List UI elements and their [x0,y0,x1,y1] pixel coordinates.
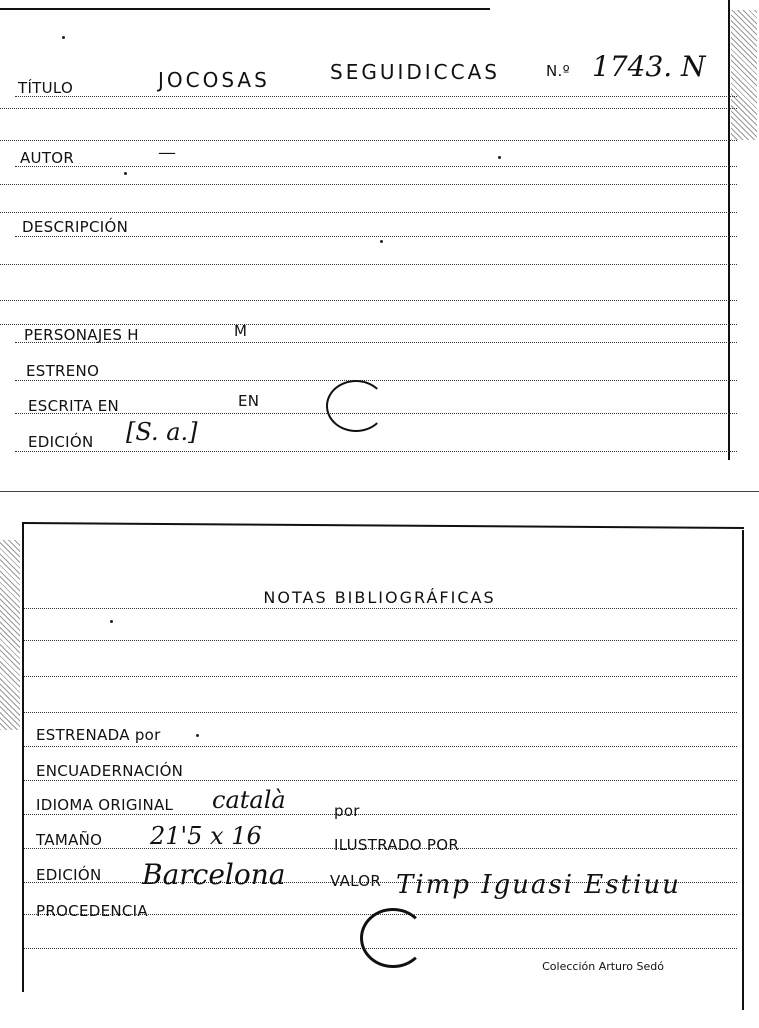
ruled-line [24,712,737,713]
card-right-border [728,0,730,460]
punch-hole [326,380,386,432]
ruled-line [0,300,737,301]
escrita-label: ESCRITA EN [28,397,120,415]
catalog-card-top [0,0,759,492]
estrenada-label: ESTRENADA por [36,726,161,744]
idioma-label: IDIOMA ORIGINAL [36,796,174,814]
speck [124,172,127,175]
procedencia-label: PROCEDENCIA [36,902,148,920]
speck [380,240,383,243]
ruled-line [24,640,737,641]
card-top-border [24,522,744,529]
estreno-label: ESTRENO [26,362,100,380]
titulo-label: TÍTULO [18,79,74,97]
speck [498,156,501,159]
titulo-value: JOCOSAS [158,68,270,92]
scan-noise [731,10,757,140]
titulo-value-cont: SEGUIDICCAS [330,60,500,84]
autor-label: AUTOR [20,149,75,167]
ruled-line [24,746,737,747]
punch-hole [360,908,426,968]
por-label: por [334,802,360,820]
ruled-line [24,676,737,677]
ruled-line [24,814,737,815]
tamano-value: 21'5 x 16 [150,822,262,850]
edicion-value: [S. a.] [126,418,198,446]
card-top-border [0,8,490,10]
catalog-card-bottom [0,520,759,1028]
ruled-line [0,184,737,185]
ruled-line [15,380,737,381]
valor-value: Timp Iguasi Estiuu [396,870,681,900]
ruled-line [15,96,737,97]
ruled-line [0,108,737,109]
card-bottom-edge [0,491,759,492]
speck [196,734,199,737]
ruled-line [0,264,737,265]
edicion-value: Barcelona [142,858,286,891]
speck [62,36,65,39]
ruled-line [15,236,737,237]
notas-heading: NOTAS BIBLIOGRÁFICAS [263,588,496,607]
numero-label: N.º [546,62,570,80]
ruled-line [24,780,737,781]
personajes-m-label: M [234,322,248,340]
speck [110,620,113,623]
personajes-label: PERSONAJES H [24,326,139,344]
descripcion-label: DESCRIPCIÓN [22,218,129,236]
edicion-label: EDICIÓN [36,866,102,884]
scan-noise [0,540,20,730]
ruled-line [24,608,737,609]
ruled-line [0,140,737,141]
edicion-label: EDICIÓN [28,433,94,451]
valor-label: VALOR [330,872,382,890]
ruled-line [0,212,737,213]
ruled-line [15,166,737,167]
numero-value: 1743. N [592,50,706,83]
tamano-label: TAMAÑO [36,831,103,849]
ilustrado-label: ILUSTRADO POR [334,836,460,854]
collection-stamp: Colección Arturo Sedó [542,960,664,973]
en-label: EN [238,392,260,410]
idioma-value: català [212,786,286,814]
ruled-line [15,451,737,452]
ruled-line [0,324,737,325]
autor-value: — [158,142,176,163]
encuadernacion-label: ENCUADERNACIÓN [36,762,184,780]
